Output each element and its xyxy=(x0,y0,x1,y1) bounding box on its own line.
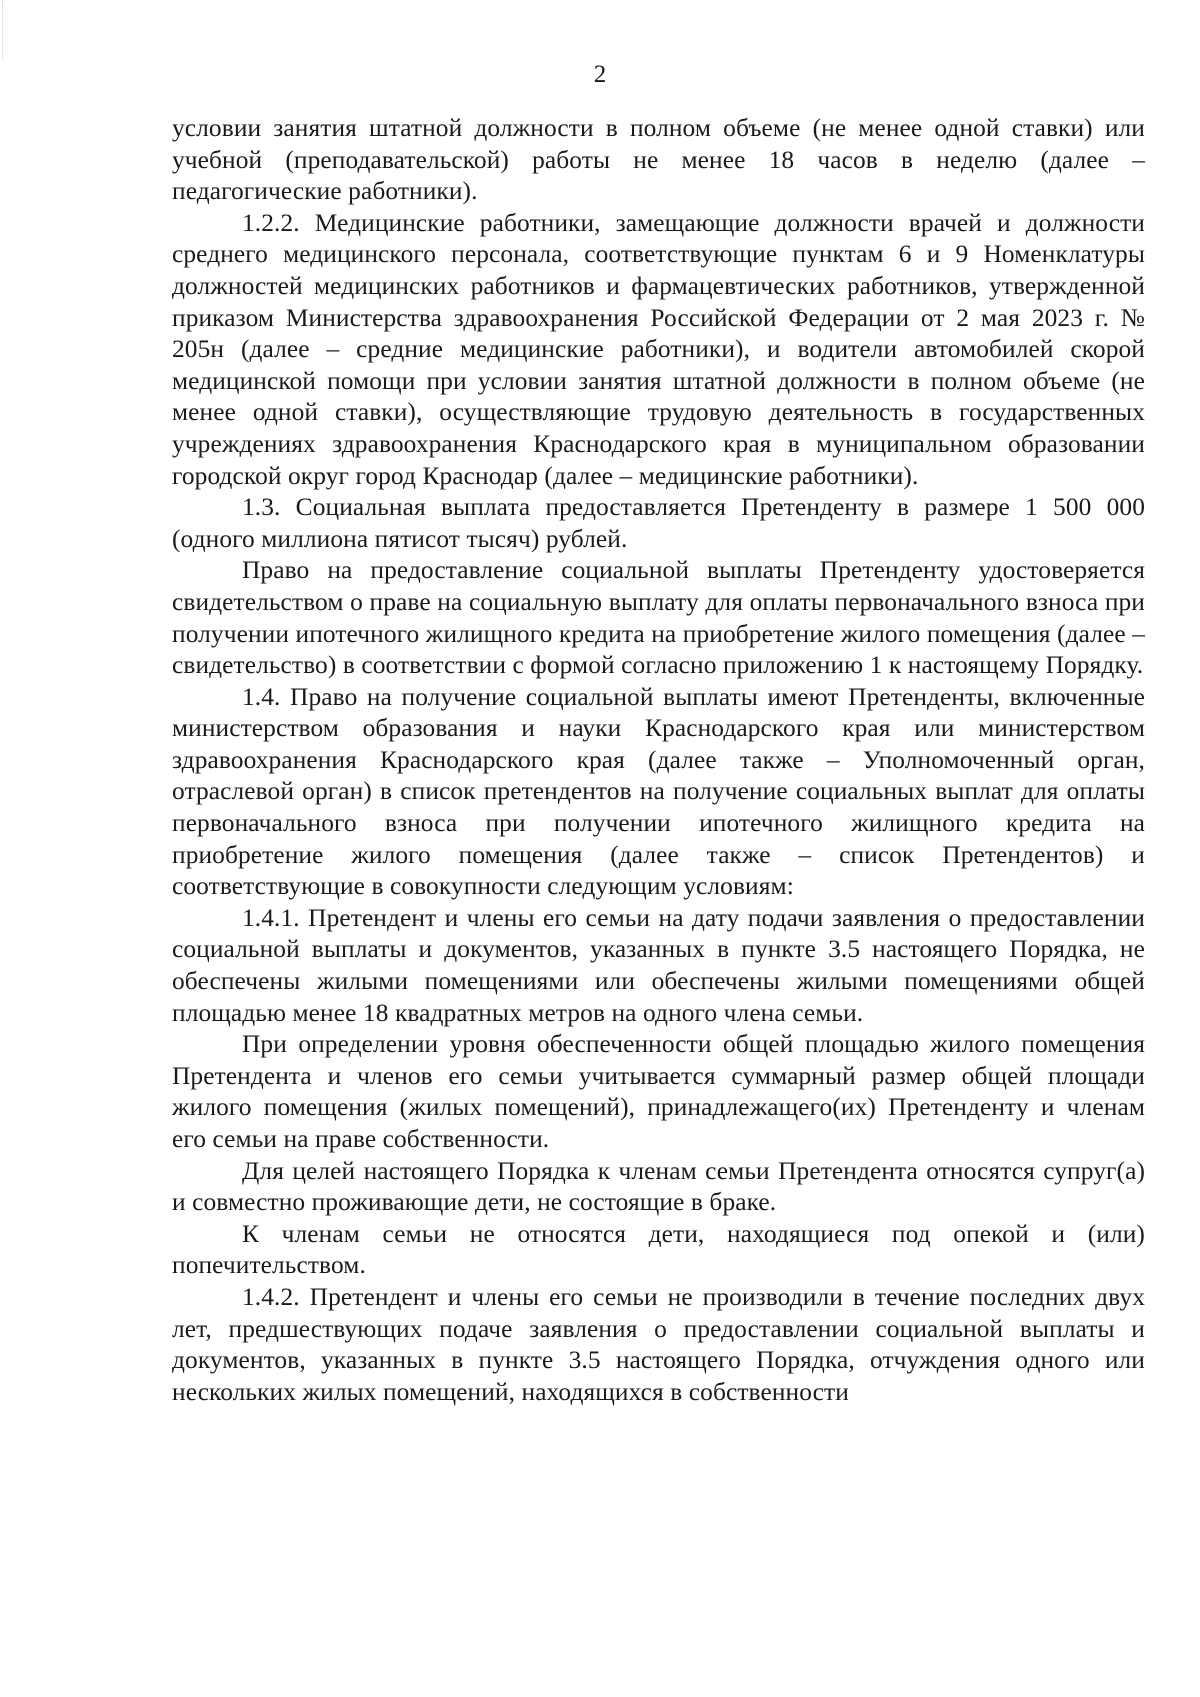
paragraph: 1.4. Право на получение социальной выплаты имеют Претенденты, включенные министерством образования и науки Краснодарского края или министерством здравоохранения Краснодарского края (далее также – Уполномоченный орган, отраслевой орган) в список претендентов на получение социальных выплат для оплаты первоначального взноса при получении ипотечного жилищного кредита на приобретение жилого помещения (далее также – список Претендентов) и соответствующие в совокупности следующим условиям: xyxy=(172,682,1145,901)
scan-edge-mark xyxy=(2,0,7,60)
document-body xyxy=(172,113,1145,1408)
paragraph: 1.3. Социальная выплата предоставляется Претенденту в размере 1 500 000 (одного миллиона пятисот тысяч) рублей. xyxy=(172,493,1145,553)
paragraph: Право на предоставление социальной выплаты Претенденту удостоверяется свидетельством о праве на социальную выплату для оплаты первоначального взноса при получении ипотечного жилищного кредита на приобретение жилого помещения (далее – свидетельство) в соответствии с формой согласно приложению 1 к настоящему Порядку. xyxy=(172,556,1145,680)
paragraph: Для целей настоящего Порядка к членам семьи Претендента относятся супруг(а) и совместно проживающие дети, не состоящие в браке. xyxy=(172,1156,1145,1217)
paragraph: К членам семьи не относятся дети, находящиеся под опекой и (или) попечительством. xyxy=(172,1219,1145,1280)
paragraph: 1.4.1. Претендент и члены его семьи на дату подачи заявления о предоставлении социальной выплаты и документов, указанных в пункте 3.5 настоящего Порядка, не обеспечены жилыми помещениями или обеспечены жилыми помещениями общей площадью менее 18 квадратных метров на одного члена семьи. xyxy=(172,903,1145,1027)
paragraph: При определении уровня обеспеченности общей площадью жилого помещения Претендента и членов его семьи учитывается суммарный размер общей площади жилого помещения (жилых помещений), принадлежащего(их) Претенденту и членам его семьи на праве собственности. xyxy=(172,1030,1145,1153)
paragraph: 1.2.2. Медицинские работники, замещающие должности врачей и должности среднего медицинского персонала, соответствующие пунктам 6 и 9 Номенклатуры должностей медицинских работников и фармацевтических работников, утвержденной приказом Министерства здравоохранения Российской Федерации от 2 мая 2023 г. № 205н (далее – средние медицинские работники), и водители автомобилей скорой медицинской помощи при условии занятия штатной должности в полном объеме (не менее одной ставки), осуществляющие трудовую деятельность в государственных учреждениях здравоохранения Краснодарского края в муниципальном образовании городской округ город Краснодар (далее – медицинские работники). xyxy=(172,208,1145,490)
paragraph: 1.4.2. Претендент и члены его семьи не производили в течение последних двух лет, предшествующих подаче заявления о предоставлении социальной выплаты и документов, указанных в пункте 3.5 настоящего Порядка, отчуждения одного или нескольких жилых помещений, находящихся в собственности xyxy=(172,1282,1145,1406)
page-number: 2 xyxy=(593,61,607,88)
paragraph: условии занятия штатной должности в полном объеме (не менее одной ставки) или учебной (преподавательской) работы не менее 18 часов в неделю (далее – педагогические работники). xyxy=(172,114,1145,206)
